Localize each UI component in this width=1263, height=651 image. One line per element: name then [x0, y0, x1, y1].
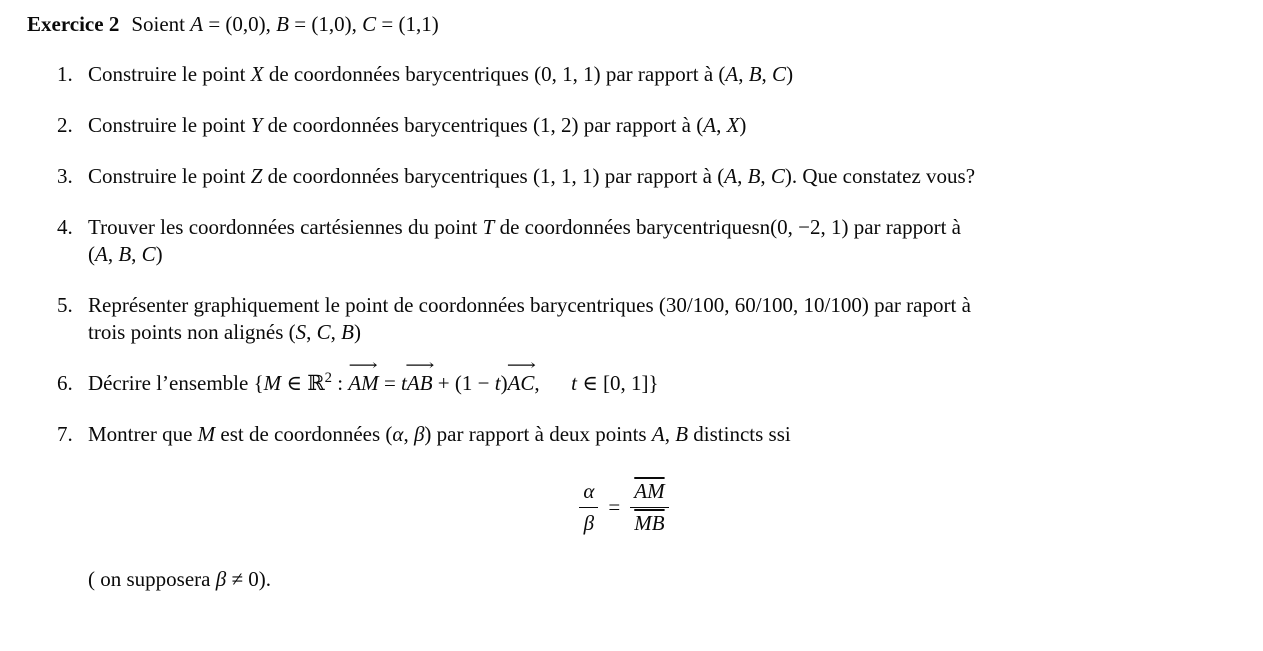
- text-run: Représenter graphiquement le point de coordonnées barycentriques (30/100, 60/100, 10/100) par raport à: [88, 293, 971, 317]
- text-run: Trouver les coordonnées cartésiennes du point: [88, 215, 483, 239]
- math-variable: T: [482, 215, 495, 239]
- item-line: [88, 112, 1233, 139]
- math-variable: B: [747, 164, 761, 188]
- math-variable: A: [95, 242, 108, 266]
- display-equation: [88, 478, 1160, 537]
- item-text: [88, 112, 1233, 139]
- lhs-numerator: α: [579, 478, 598, 508]
- math-variable: B: [341, 320, 354, 344]
- item-line: [88, 370, 1233, 397]
- item-line: [88, 163, 1233, 190]
- text-run: ,: [306, 320, 317, 344]
- rhs-denominator: MB: [634, 511, 665, 535]
- math-variable: C: [316, 320, 331, 344]
- text-run: ∈ [0, 1]}: [577, 371, 659, 395]
- text-run: de coordonnées barycentriquesn(0, −2, 1) par rapport à: [494, 215, 961, 239]
- math-variable: A: [725, 62, 739, 86]
- text-run: ,: [738, 62, 749, 86]
- text-run: ,: [761, 62, 773, 86]
- text-run: = (0,0),: [203, 12, 277, 36]
- math-variable: B: [748, 62, 762, 86]
- text-run: = (1,0),: [289, 12, 363, 36]
- text-run: ,: [330, 320, 342, 344]
- item-number: 6.: [57, 371, 73, 395]
- text-run: 2: [324, 370, 333, 386]
- heading-segments: [131, 12, 438, 36]
- text-run: ): [354, 320, 361, 344]
- item-text: [88, 163, 1233, 190]
- math-variable: C: [141, 242, 156, 266]
- item-number: 2.: [57, 113, 73, 137]
- item-text: [88, 214, 1233, 268]
- text-run: Soient: [131, 12, 191, 36]
- math-variable: B: [675, 422, 689, 446]
- text-run: est de coordonnées (: [215, 422, 393, 446]
- math-variable: A: [724, 164, 738, 188]
- math-variable: C: [772, 62, 787, 86]
- exercise-item: [27, 214, 1233, 268]
- math-variable: S: [295, 320, 307, 344]
- math-variable: A: [703, 113, 717, 137]
- text-run: ,: [664, 422, 676, 446]
- text-run: ≠ 0).: [226, 567, 271, 591]
- text-run: :: [332, 371, 349, 395]
- text-run: ,: [403, 422, 414, 446]
- lhs-fraction: [579, 478, 598, 537]
- item-text: [88, 370, 1233, 397]
- math-variable: Y: [250, 113, 263, 137]
- text-run: ∈: [281, 371, 308, 395]
- text-run: ). Que constatez vous?: [784, 164, 976, 188]
- text-run: Montrer que: [88, 422, 198, 446]
- item-text: [88, 292, 1233, 346]
- exercise-item: [27, 421, 1233, 448]
- math-variable: β: [215, 567, 227, 591]
- text-run: ): [155, 242, 163, 266]
- note-line: [88, 566, 1233, 593]
- math-variable: X: [250, 62, 264, 86]
- vector-term: AM ⟶: [348, 370, 378, 397]
- item-text: [88, 421, 1233, 448]
- math-variable: Z: [250, 164, 263, 188]
- exercise-item: [27, 61, 1233, 88]
- math-variable: B: [118, 242, 132, 266]
- text-run: ,: [716, 113, 727, 137]
- item-line: [88, 319, 1233, 346]
- item-number: 3.: [57, 164, 73, 188]
- text-run: de coordonnées barycentriques (1, 1, 1) par rapport à (: [262, 164, 725, 188]
- text-run: ): [500, 371, 508, 395]
- math-variable: M: [197, 422, 216, 446]
- math-variable: A: [651, 422, 665, 446]
- math-variable: A: [190, 12, 204, 36]
- text-run: Construire le point: [88, 164, 251, 188]
- item-number: 4.: [57, 215, 73, 239]
- text-run: (: [88, 242, 95, 266]
- exercise-item-list: [27, 61, 1233, 448]
- equals-sign: =: [608, 495, 621, 519]
- text-run: Construire le point: [88, 62, 251, 86]
- math-variable: t: [401, 371, 407, 395]
- item-number: 7.: [57, 422, 73, 446]
- exercise-item: [27, 163, 1233, 190]
- math-variable: C: [770, 164, 785, 188]
- math-variable: B: [276, 12, 289, 36]
- item-line: [88, 241, 1233, 268]
- exercise-item: [27, 292, 1233, 346]
- text-run: ,: [131, 242, 142, 266]
- item-number: 1.: [57, 62, 73, 86]
- math-variable: β: [413, 422, 425, 446]
- math-variable: X: [726, 113, 740, 137]
- exercise-label: Exercice 2: [27, 12, 120, 36]
- text-run: ℝ: [307, 371, 325, 395]
- text-run: Construire le point: [88, 113, 251, 137]
- item-text: [88, 61, 1233, 88]
- vector-term: AC ⟶: [508, 370, 535, 397]
- text-run: + (1 −: [432, 371, 495, 395]
- text-run: ) par rapport à deux points: [424, 422, 652, 446]
- math-variable: t: [571, 371, 577, 395]
- text-run: ): [786, 62, 794, 86]
- item-line: [88, 61, 1233, 88]
- math-variable: M: [263, 371, 282, 395]
- text-run: ,: [534, 371, 572, 395]
- text-run: ): [739, 113, 747, 137]
- item-line: [88, 214, 1233, 241]
- text-run: distincts ssi: [688, 422, 791, 446]
- text-run: ,: [760, 164, 771, 188]
- item-number: 5.: [57, 293, 73, 317]
- text-run: ,: [737, 164, 748, 188]
- item-line: [88, 421, 1233, 448]
- math-variable: α: [392, 422, 404, 446]
- item-line: [88, 292, 1233, 319]
- exercise-item: [27, 112, 1233, 139]
- lhs-denominator: β: [583, 511, 595, 535]
- exercise-heading: [27, 11, 1233, 38]
- text-run: ,: [107, 242, 119, 266]
- rhs-fraction: [630, 478, 668, 537]
- text-run: ( on supposera: [88, 567, 216, 591]
- math-variable: C: [362, 12, 377, 36]
- text-run: trois points non alignés (: [88, 320, 296, 344]
- rhs-numerator: $\overline{AM}$: [630, 478, 668, 508]
- math-variable: t: [494, 371, 501, 395]
- text-run: = (1,1): [376, 12, 439, 36]
- vector-term: AB ⟶: [407, 370, 433, 397]
- text-run: =: [378, 371, 402, 395]
- text-run: Décrire l’ensemble {: [88, 371, 264, 395]
- text-run: de coordonnées barycentriques (0, 1, 1) par rapport à (: [263, 62, 726, 86]
- exercise-item: [27, 370, 1233, 397]
- text-run: de coordonnées barycentriques (1, 2) par rapport à (: [262, 113, 704, 137]
